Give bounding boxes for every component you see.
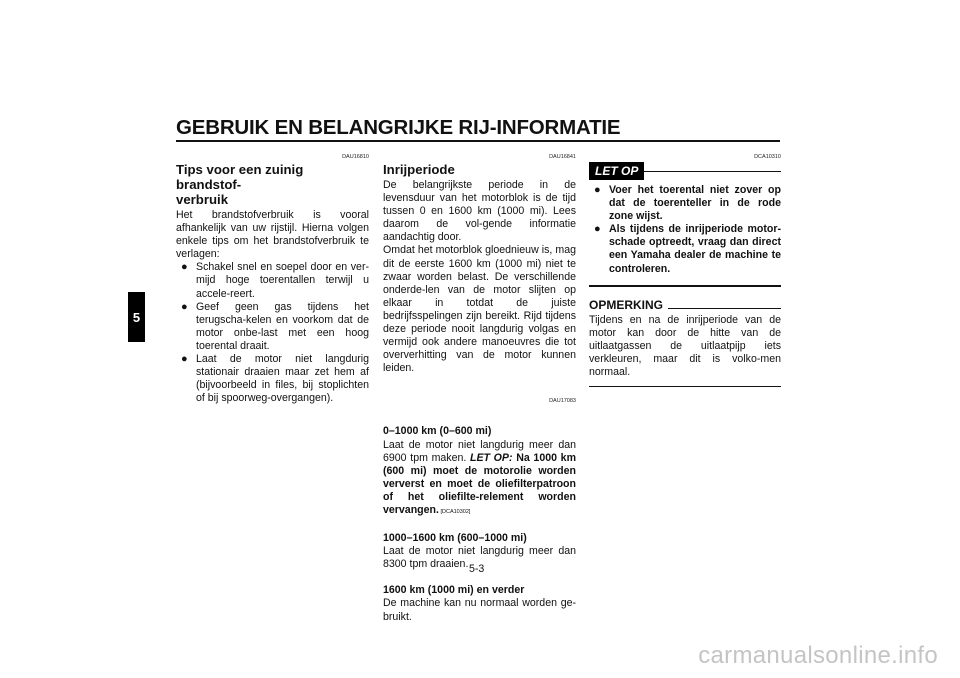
note-label: OPMERKING — [589, 297, 664, 312]
list-item — [589, 184, 781, 223]
list-item — [176, 353, 369, 405]
caution-end-rule — [589, 285, 781, 287]
caution-rule — [644, 171, 781, 172]
bullet-icon: ● — [594, 184, 601, 196]
bullet-icon: ● — [594, 223, 601, 236]
chapter-tab: 5 — [128, 292, 145, 342]
bullet-icon: ● — [181, 300, 188, 313]
bullet-icon: ● — [181, 353, 188, 366]
list-item-text: Als tijdens de inrijperiode motor-schade optreedt, vraag dan direct een Yamaha dealer de machine te controleren. — [609, 223, 781, 275]
caution-inline-text: Na 1000 km (600 mi) moet de motorolie worden ververst en moet de oliefilterpatroon of het oliefilte-relement worden vervangen. — [383, 451, 576, 516]
intro-paragraph: Het brandstofverbruik is vooral afhankelijk van uw rijstijl. Hierna volgen enkele tips om het brandstofverbruik te verlagen: — [176, 209, 369, 261]
note-text: Tijdens en na de inrijperiode van de motor kan door de hitte van de uitlaatgassen de uitlaatpijp iets verkleuren, maar dit is volko-men normaal. — [589, 313, 781, 379]
doc-code: DAU17083 — [549, 398, 576, 405]
list-item-text: Voer het toerental niet zover op dat de toerenteller in de rode zone wijst. — [609, 184, 781, 223]
doc-code: DAU16841 — [549, 154, 576, 160]
paragraph-text: Laat de motor niet langdurig meer dan 6900 tpm maken. — [383, 438, 576, 464]
list-item — [176, 301, 369, 353]
list-item-text: Laat de motor niet langdurig stationair draaien maar zet hem af (bijvoorbeeld in files, bij stoplichten of bij spoorweg-overgangen). — [196, 353, 369, 405]
doc-code: DCA10310 — [754, 154, 781, 160]
note-rule — [668, 308, 781, 309]
bullet-icon: ● — [181, 261, 188, 274]
heading-line: Tips voor een zuinig brandstof- — [176, 162, 304, 192]
paragraph: Omdat het motorblok gloednieuw is, mag dit de eerste 1600 km (1000 mi) niet te zwaar worden belast. De verschillende onderde-len van de motor slijten op elkaar in totdat de juiste bedrijfsspelingen zijn bereikt. Rijd tijdens deze periode nooit langdurig volgas en vermijd ook andere manoeuvres die tot oververhitting van de motor kunnen leiden. — [383, 244, 576, 375]
page-title: GEBRUIK EN BELANGRIJKE RIJ-INFORMATIE — [176, 116, 621, 139]
page-number: 5-3 — [469, 563, 485, 575]
paragraph: De belangrijkste periode in de levensduur van het motorblok is de tijd tussen 0 en 1600 km (1000 mi). Lees daarom de vol-gende informatie aandachtig door. — [383, 179, 576, 244]
paragraph — [383, 439, 576, 520]
title-rule — [176, 140, 780, 142]
doc-code: DAU16810 — [342, 154, 369, 160]
column-fuel-tips — [176, 154, 369, 405]
list-item-text: Schakel snel en soepel door en ver-mijd hoge toerentallen terwijl u accele-reert. — [196, 261, 369, 300]
heading-line: verbruik — [176, 192, 229, 207]
watermark: carmanualsonline.info — [698, 642, 938, 669]
list-item-text: Geef geen gas tijdens het terugscha-kelen en voorkom dat de motor onbe-last met een hoog toerental draait. — [196, 300, 369, 352]
section-heading-fuel — [176, 162, 369, 207]
section-heading-break-in: Inrijperiode — [383, 162, 455, 177]
subsection-title: 1600 km (1000 mi) en verder — [383, 584, 525, 597]
caution-label: LET OP — [589, 162, 644, 180]
paragraph: Laat de motor niet langdurig meer dan 8300 tpm draaien. — [383, 545, 576, 571]
paragraph: De machine kan nu normaal worden ge-bruikt. — [383, 597, 576, 623]
column-caution-note — [589, 154, 781, 387]
subsection-title: 1000–1600 km (600–1000 mi) — [383, 532, 527, 545]
list-item — [589, 223, 781, 275]
subsection-title: 0–1000 km (0–600 mi) — [383, 425, 492, 438]
caution-header — [589, 162, 781, 180]
column-break-in — [383, 154, 576, 624]
caution-inline-label: LET OP: — [470, 451, 513, 464]
note-end-rule — [589, 386, 781, 387]
note-header — [589, 299, 781, 312]
doc-code: [DCA10302] — [438, 508, 471, 515]
list-item — [176, 261, 369, 300]
